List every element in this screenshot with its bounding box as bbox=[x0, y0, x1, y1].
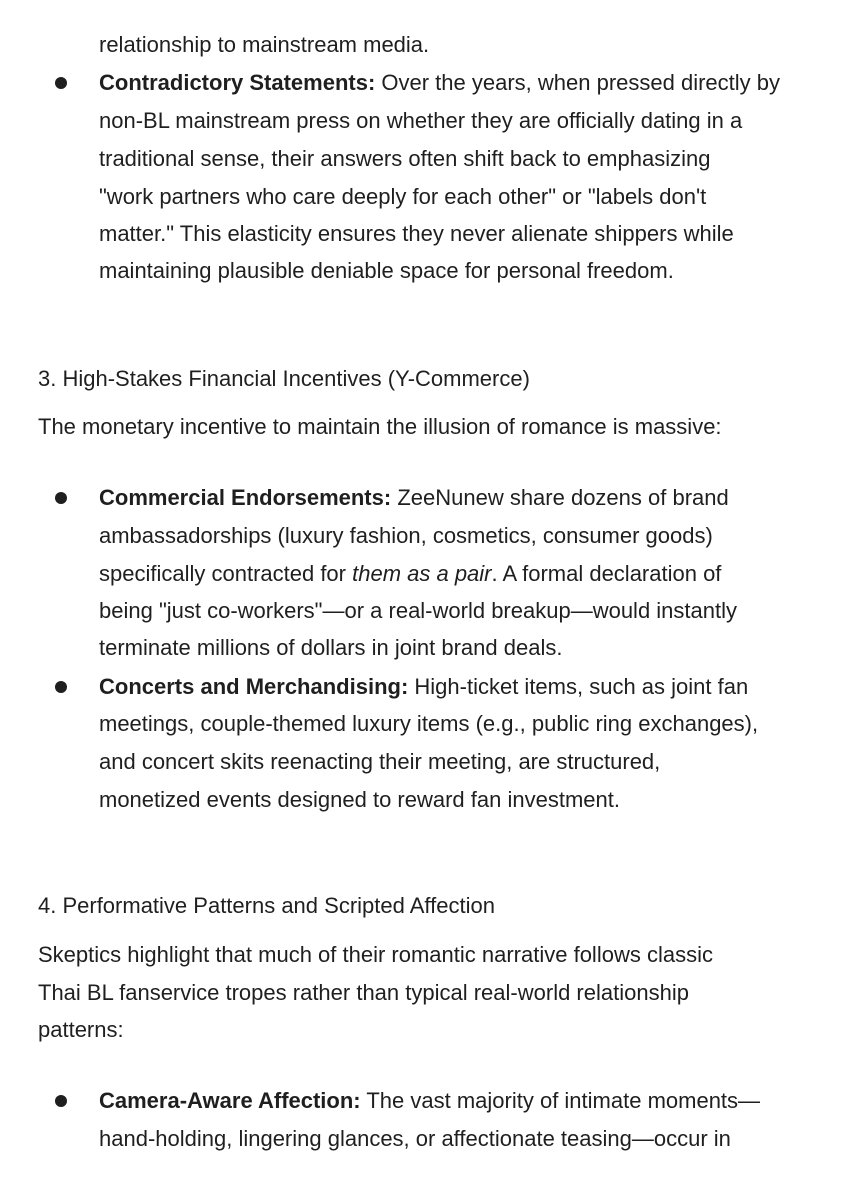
list-item-line: being "just co-workers"—or a real-world breakup—would instantly bbox=[99, 598, 737, 623]
list-item-line: hand-holding, lingering glances, or affectionate teasing—occur in bbox=[99, 1126, 731, 1151]
list-item-line bbox=[99, 69, 780, 97]
list-item-lead: Contradictory Statements: bbox=[99, 70, 376, 95]
list-item-line: ambassadorships (luxury fashion, cosmetics, consumer goods) bbox=[99, 523, 713, 548]
section-intro-line: Skeptics highlight that much of their romantic narrative follows classic bbox=[38, 942, 713, 967]
list-item-line: meetings, couple-themed luxury items (e.g., public ring exchanges), bbox=[99, 711, 759, 736]
section-heading: 4. Performative Patterns and Scripted Affection bbox=[38, 893, 495, 918]
list-item-line: and concert skits reenacting their meeting, are structured, bbox=[99, 749, 661, 774]
bullet-icon bbox=[55, 77, 67, 89]
list-item-text: . A formal declaration of bbox=[491, 561, 722, 586]
list-item-emphasis: them as a pair bbox=[352, 561, 492, 586]
list-item-line: non-BL mainstream press on whether they are officially dating in a bbox=[99, 108, 743, 133]
list-item-line: "work partners who care deeply for each other" or "labels don't bbox=[99, 184, 707, 209]
paragraph-line: relationship to mainstream media. bbox=[99, 32, 430, 57]
list-item-text: ZeeNunew share dozens of brand bbox=[391, 485, 729, 510]
list-item-text: specifically contracted for bbox=[99, 561, 353, 586]
section-intro: The monetary incentive to maintain the illusion of romance is massive: bbox=[38, 414, 722, 439]
list-item-lead: Concerts and Merchandising: bbox=[99, 674, 409, 699]
bullet-icon bbox=[55, 681, 67, 693]
list-item-text: Over the years, when pressed directly by bbox=[375, 70, 781, 95]
list-item-text: The vast majority of intimate moments— bbox=[360, 1088, 761, 1113]
list-item-line: maintaining plausible deniable space for personal freedom. bbox=[99, 258, 674, 283]
list-item-line: matter." This elasticity ensures they never alienate shippers while bbox=[99, 221, 734, 246]
bullet-icon bbox=[55, 492, 67, 504]
list-item-line: traditional sense, their answers often shift back to emphasizing bbox=[99, 146, 711, 171]
list-item-line: monetized events designed to reward fan investment. bbox=[99, 787, 620, 812]
list-item-lead: Commercial Endorsements: bbox=[99, 485, 392, 510]
list-item-line: terminate millions of dollars in joint brand deals. bbox=[99, 635, 563, 660]
list-item-text: High-ticket items, such as joint fan bbox=[408, 674, 749, 699]
list-item-line bbox=[99, 560, 721, 588]
section-heading: 3. High-Stakes Financial Incentives (Y-Commerce) bbox=[38, 366, 530, 391]
list-item-line bbox=[99, 484, 729, 512]
bullet-icon bbox=[55, 1095, 67, 1107]
list-item-line bbox=[99, 673, 748, 701]
list-item-lead: Camera-Aware Affection: bbox=[99, 1088, 361, 1113]
section-intro-line: patterns: bbox=[38, 1017, 124, 1042]
section-intro-line: Thai BL fanservice tropes rather than typical real-world relationship bbox=[38, 980, 689, 1005]
list-item-line bbox=[99, 1087, 760, 1115]
